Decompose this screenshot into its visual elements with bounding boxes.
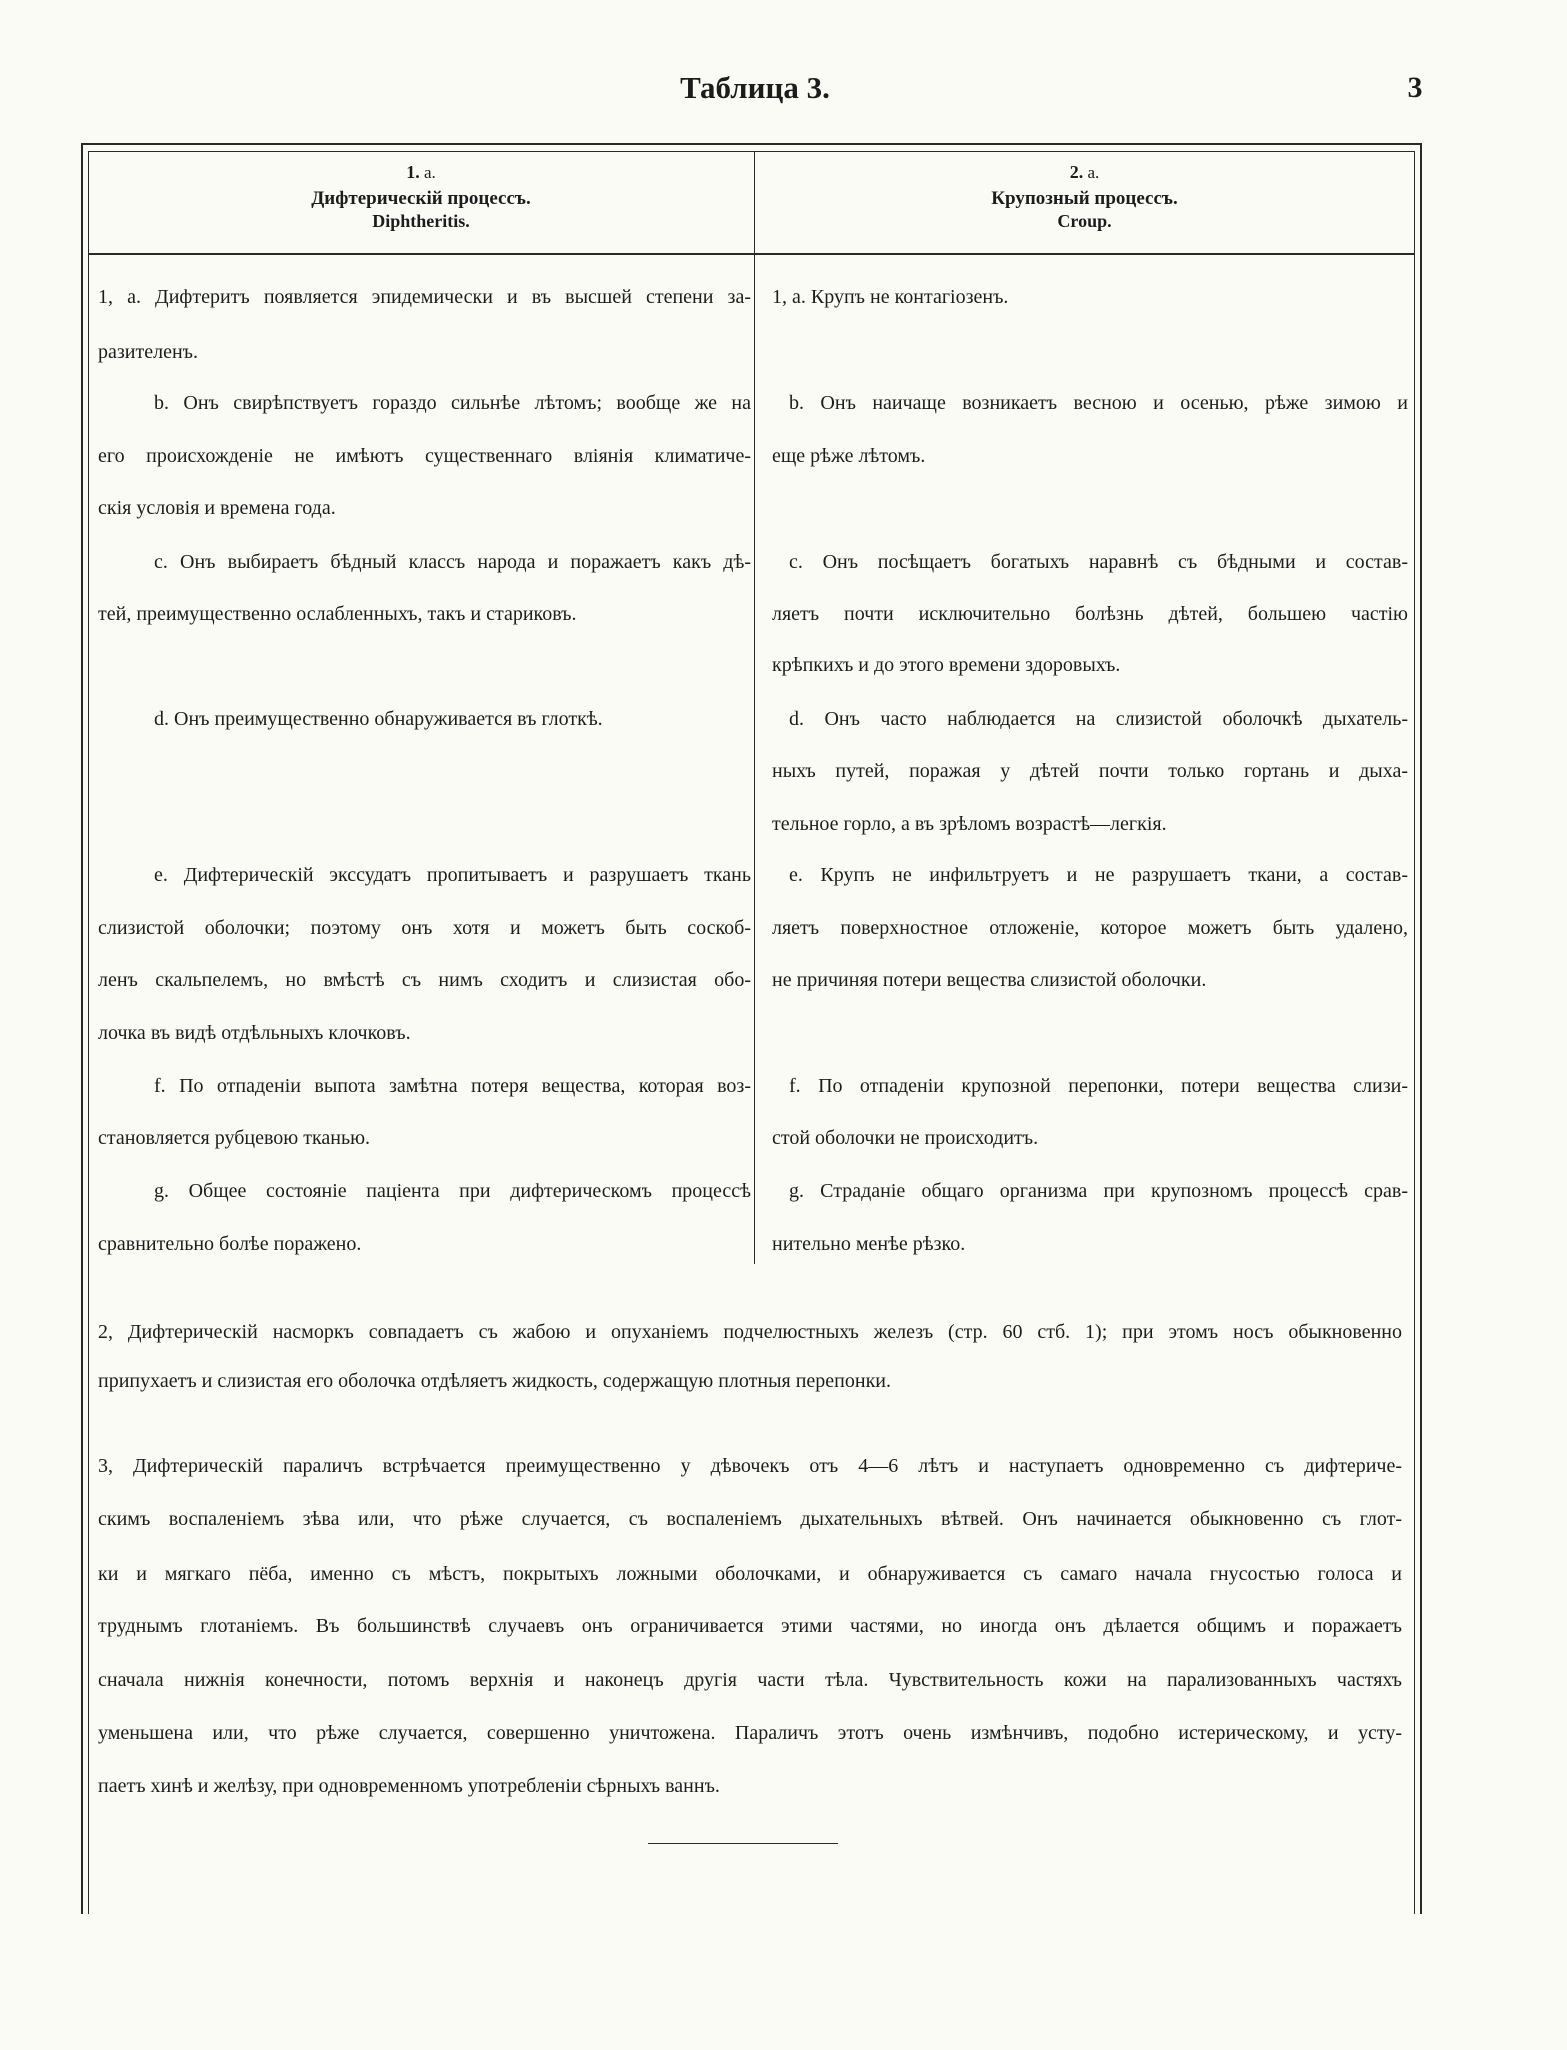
note-3-line-3: ки и мягкаго пёба, именно съ мѣстъ, покрытыхъ ложными оболочками, и обнаруживается съ самаго начала гнусостью голоса и [98, 1563, 1402, 1585]
diphtheritis-item-g-line-1: g. Общее состояніе паціента при дифтерическомъ процессѣ [154, 1180, 751, 1202]
table-right-border-inner [1414, 151, 1415, 1914]
note-3-line-5: сначала нижнія конечности, потомъ верхнія и наконецъ другія части тѣла. Чувствительность кожи на парализованныхъ частяхъ [98, 1669, 1402, 1691]
left-column-number-digit: 1. [406, 162, 420, 182]
diphtheritis-item-e-line-1: e. Дифтерическій экссудатъ пропитываетъ и разрушаетъ ткань [154, 864, 751, 886]
diphtheritis-item-e-line-4: лочка въ видѣ отдѣльныхъ клочковъ. [98, 1022, 411, 1044]
diphtheritis-item-e-line-2: слизистой оболочки; поэтому онъ хотя и можетъ быть соскоб- [98, 917, 751, 939]
croup-item-c-line-1: c. Онъ посѣщаетъ богатыхъ наравнѣ съ бѣдными и состав- [789, 551, 1408, 573]
diphtheritis-item-a-line-2: разителенъ. [98, 341, 198, 363]
croup-item-d-line-2: ныхъ путей, поражая у дѣтей почти только гортань и дыха- [772, 760, 1408, 782]
page-title: Таблица 3. [680, 70, 830, 105]
table-column-divider [754, 151, 755, 1264]
diphtheritis-item-c-line-2: тей, преимущественно ослабленныхъ, такъ и стариковъ. [98, 603, 577, 625]
croup-item-c-line-3: крѣпкихъ и до этого времени здоровыхъ. [772, 654, 1121, 676]
left-column-number-letter: a. [423, 163, 436, 182]
table-left-border-inner [88, 151, 89, 1914]
left-column-latin-title: Diphtheritis. [372, 211, 470, 231]
table-top-border-outer [81, 143, 1422, 145]
right-column-number [755, 161, 1414, 183]
croup-item-d-line-1: d. Онъ часто наблюдается на слизистой оболочкѣ дыхатель- [789, 708, 1408, 730]
croup-item-g-line-1: g. Страданіе общаго организма при крупозномъ процессѣ срав- [789, 1180, 1408, 1202]
croup-item-a-line-1: 1, a. Крупъ не контагіозенъ. [772, 286, 1009, 308]
croup-item-f-line-1: f. По отпаденіи крупозной перепонки, потери вещества слизи- [789, 1075, 1408, 1097]
note-3-line-2: скимъ воспаленіемъ зѣва или, что рѣже случается, съ воспаленіемъ дыхательныхъ вѣтвей. Онъ начинается обыкновенно съ глот- [98, 1508, 1402, 1530]
note-2-line-1: 2, Дифтерическій насморкъ совпадаетъ съ жабою и опуханіемъ подчелюстныхъ железъ (стр. 60 стб. 1); при этомъ носъ обыкновенно [98, 1321, 1402, 1343]
table-right-border-outer [1420, 143, 1422, 1914]
note-3-line-4: труднымъ глотаніемъ. Въ большинствѣ случаевъ онъ ограничивается этими частями, но иногда онъ дѣлается общимъ и поражаетъ [98, 1615, 1402, 1637]
note-2-line-2: припухаетъ и слизистая его оболочка отдѣляетъ жидкость, содержащую плотныя перепонки. [98, 1370, 891, 1392]
croup-item-g-line-2: нительно менѣе рѣзко. [772, 1233, 966, 1255]
croup-item-d-line-3: тельное горло, а въ зрѣломъ возрастѣ—легкія. [772, 813, 1167, 835]
croup-item-b-line-1: b. Онъ наичаще возникаетъ весною и осенью, рѣже зимою и [789, 392, 1408, 414]
croup-item-c-line-2: ляетъ почти исключительно болѣзнь дѣтей, большею частію [772, 603, 1408, 625]
diphtheritis-item-b-line-3: скія условія и времена года. [98, 497, 336, 519]
table-top-border-inner [88, 151, 1415, 152]
right-column-latin-title: Croup. [1057, 211, 1112, 231]
diphtheritis-item-b-line-2: его происхожденіе не имѣютъ существеннаго вліянія климатиче- [98, 445, 751, 467]
croup-item-f-line-2: стой оболочки не происходитъ. [772, 1127, 1039, 1149]
diphtheritis-item-d-line-1: d. Онъ преимущественно обнаруживается въ глоткѣ. [154, 708, 603, 730]
table-header-divider [88, 253, 1415, 255]
diphtheritis-item-c-line-1: c. Онъ выбираетъ бѣдный классъ народа и поражаетъ какъ дѣ- [154, 551, 751, 573]
left-column-title: Дифтерическій процессъ. [311, 188, 531, 209]
table-left-border-outer [81, 143, 83, 1914]
note-3-line-6: уменьшена или, что рѣже случается, совершенно уничтожена. Параличъ этотъ очень измѣнчивъ, подобно истерическому, и усту- [98, 1722, 1402, 1744]
right-column-number-digit: 2. [1069, 162, 1084, 182]
croup-item-b-line-2: еще рѣже лѣтомъ. [772, 445, 926, 467]
right-column-title: Крупозный процессъ. [991, 188, 1178, 209]
page-number: 3 [1407, 71, 1423, 104]
diphtheritis-item-f-line-2: становляется рубцевою тканью. [98, 1127, 371, 1149]
croup-item-e-line-1: e. Крупъ не инфильтруетъ и не разрушаетъ ткани, а состав- [789, 864, 1408, 886]
note-3-line-7: паетъ хинѣ и желѣзу, при одновременномъ употребленіи сѣрныхъ ваннъ. [98, 1775, 720, 1797]
diphtheritis-item-f-line-1: f. По отпаденіи выпота замѣтна потеря вещества, которая воз- [154, 1075, 751, 1097]
diphtheritis-item-a-line-1: 1, a. Дифтеритъ появляется эпидемически и въ высшей степени за- [98, 286, 751, 308]
diphtheritis-item-g-line-2: сравнительно болѣе поражено. [98, 1233, 362, 1255]
right-column-number-letter: a. [1087, 163, 1100, 182]
croup-item-e-line-3: не причиняя потери вещества слизистой оболочки. [772, 969, 1207, 991]
end-of-table-rule [648, 1843, 838, 1844]
note-3-line-1: 3, Дифтерическій параличъ встрѣчается преимущественно у дѣвочекъ отъ 4—6 лѣтъ и наступаетъ одновременно съ дифтериче- [98, 1455, 1402, 1477]
croup-item-e-line-2: ляетъ поверхностное отложеніе, которое можетъ быть удалено, [772, 917, 1408, 939]
diphtheritis-item-b-line-1: b. Онъ свирѣпствуетъ гораздо сильнѣе лѣтомъ; вообще же на [154, 392, 751, 414]
left-column-number [88, 161, 754, 183]
diphtheritis-item-e-line-3: ленъ скальпелемъ, но вмѣстѣ съ нимъ сходитъ и слизистая обо- [98, 969, 751, 991]
